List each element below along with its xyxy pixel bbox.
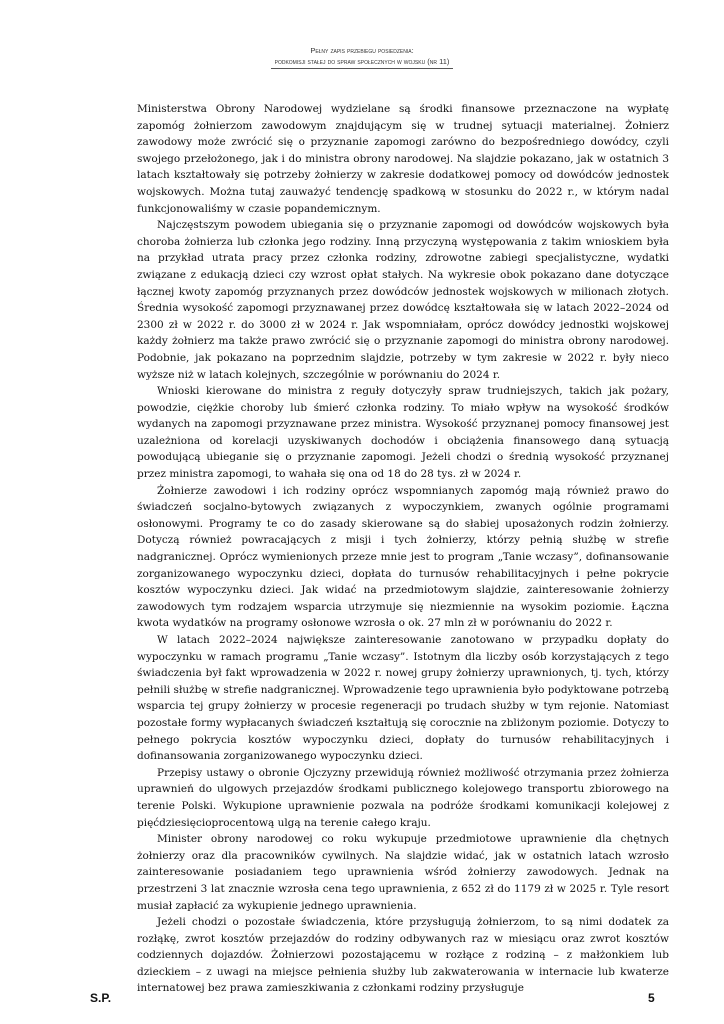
paragraph: Ministerstwa Obrony Narodowej wydzielane są środki finansowe przeznaczone na wypłatę zapomóg żołnierzom zawodowym znajdującym się w trudnej sytuacji materialnej. Żołnierz zawodowy może zwrócić się o przyznanie zapomogi zarówno do bezpośredniego dowódcy, czyli swojego przełożonego, jak i do ministra obrony narodowej. Na slajdzie pokazano, jak w ostatnich 3 latach kształtowały się potrzeby żołnierzy w zakresie dodatkowej pomocy od dowódców jednostek wojskowych. Można tutaj zauważyć tendencję spadkową w stosunku do 2022 r., w którym nadal funkcjonowaliśmy w czasie popandemicznym. [137, 103, 669, 215]
header-line-1: Pełny zapis przebiegu posiedzenia: [310, 46, 414, 55]
paragraph: Najczęstszym powodem ubiegania się o przyznanie zapomogi od dowódców wojskowych była choroba żołnierza lub członka jego rodziny. Inną przyczyną występowania z takim wnioskiem była na przykład utrata pracy przez członka rodziny, zdrowotne zabiegi specjalistyczne, wydatki związane z edukacją dzieci czy wzrost opłat stałych. Na wykresie obok pokazano dane dotyczące łącznej kwoty zapomóg przyznanych przez dowódców jednostek wojskowych w milionach złotych. Średnia wysokość zapomogi przyznawanej przez dowódcę kształtowała się w latach 2022–2024 od 2300 zł w 2022 r. do 3000 zł w 2024 r. Jak wspomniałam, oprócz dowódcy jednostki wojskowej każdy żołnierz ma także prawo zwrócić się o przyznanie zapomogi do ministra obrony narodowej. Podobnie, jak pokazano na poprzednim slajdzie, potrzeby w tym zakresie w 2022 r. były nieco wyższe niż w latach kolejnych, szczególnie w porównaniu do 2024 r. [137, 219, 669, 381]
footer-initials: S.P. [90, 991, 112, 1005]
paragraph: Wnioski kierowane do ministra z reguły dotyczyły spraw trudniejszych, takich jak pożary, powodzie, ciężkie choroby lub śmierć członka rodziny. To miało wpływ na wysokość środków wydanych na zapomogi przyznawane przez ministra. Wysokość przyznanej pomocy finansowej jest uzależniona od korelacji uzyskiwanych dochodów i obciążenia finansowego daną sytuacją powodującą ubieganie się o przyznanie zapomogi. Jeżeli chodzi o średnią wysokość przyznanej przez ministra zapomogi, to wahała się ona od 18 do 28 tys. zł w 2024 r. [137, 385, 669, 481]
body-text [137, 101, 669, 997]
paragraph: Przepisy ustawy o obronie Ojczyzny przewidują również możliwość otrzymania przez żołnierza uprawnień do ulgowych przejazdów środkami publicznego kolejowego transportu zbiorowego na terenie Polski. Wykupione uprawnienie pozwala na podróże środkami komunikacji kolejowej z pięćdziesięcioprocentową ulgą na terenie całego kraju. [137, 766, 669, 829]
header-line-2: podkomisji stałej do spraw społecznych w wojsku (nr 11) [271, 56, 454, 69]
paragraph: Żołnierze zawodowi i ich rodziny oprócz wspomnianych zapomóg mają również prawo do świadczeń socjalno-bytowych związanych z wypoczynkiem, zwanych ogólnie programami osłonowymi. Programy te co do zasady skierowane są do słabiej uposażonych rodzin żołnierzy. Dotyczą również powracających z misji i tych żołnierzy, którzy pełnią służbę w strefie nadgranicznej. Oprócz wymienionych przeze mnie jest to program „Tanie wczasy”, dofinansowanie zorganizowanego wypoczynku dzieci, dopłata do turnusów rehabilitacyjnych i pełne pokrycie kosztów wypoczynku dzieci. Jak widać na przedmiotowym slajdzie, zainteresowanie żołnierzy zawodowych tym rodzajem wsparcia utrzymuje się niezmiennie na wysokim poziomie. Łączna kwota wydatków na programy osłonowe wzrosła o ok. 27 mln zł w porównaniu do 2022 r. [137, 484, 669, 630]
paragraph: Minister obrony narodowej co roku wykupuje przedmiotowe uprawnienie dla chętnych żołnierzy oraz dla pracowników cywilnych. Na slajdzie widać, jak w ostatnich latach wzrosło zainteresowanie posiadaniem tego uprawnienia wśród żołnierzy zawodowych. Jednak na przestrzeni 3 lat znacznie wzrosła cena tego uprawnienia, z 652 zł do 1179 zł w 2025 r. Tyle resort musiał zapłacić za wykupienie jednego uprawnienia. [137, 833, 669, 912]
page-number: 5 [648, 991, 655, 1005]
paragraph: Jeżeli chodzi o pozostałe świadczenia, które przysługują żołnierzom, to są nimi dodatek za rozłąkę, zwrot kosztów przejazdów do rodziny odbywanych raz w miesiącu oraz zwrot kosztów codziennych dojazdów. Żołnierzowi pozostającemu w rozłące z rodziną – z małżonkiem lub dzieckiem – z uwagi na miejsce pełnienia służby lub zakwaterowania w internacie lub kwaterze internatowej bez prawa zamieszkiwania z członkami rodziny przysługuje [137, 916, 669, 995]
paragraph: W latach 2022–2024 największe zainteresowanie zanotowano w przypadku dopłaty do wypoczynku w ramach programu „Tanie wczasy”. Istotnym dla liczby osób korzystających z tego świadczenia był fakt wprowadzenia w 2022 r. nowej grupy żołnierzy uprawnionych, tj. tych, którzy pełnili służbę w strefie nadgranicznej. Wprowadzenie tego uprawnienia było podyktowane potrzebą wsparcia tej grupy żołnierzy w procesie regeneracji po trudach służby w tym rejonie. Natomiast pozostałe formy wypłacanych świadczeń kształtują się corocznie na zbliżonym poziomie. Dotyczy to pełnego pokrycia kosztów wypoczynku dzieci, dopłaty do turnusów rehabilitacyjnych i dofinansowania zorganizowanego wypoczynku dzieci. [137, 634, 669, 763]
running-header [0, 45, 724, 69]
